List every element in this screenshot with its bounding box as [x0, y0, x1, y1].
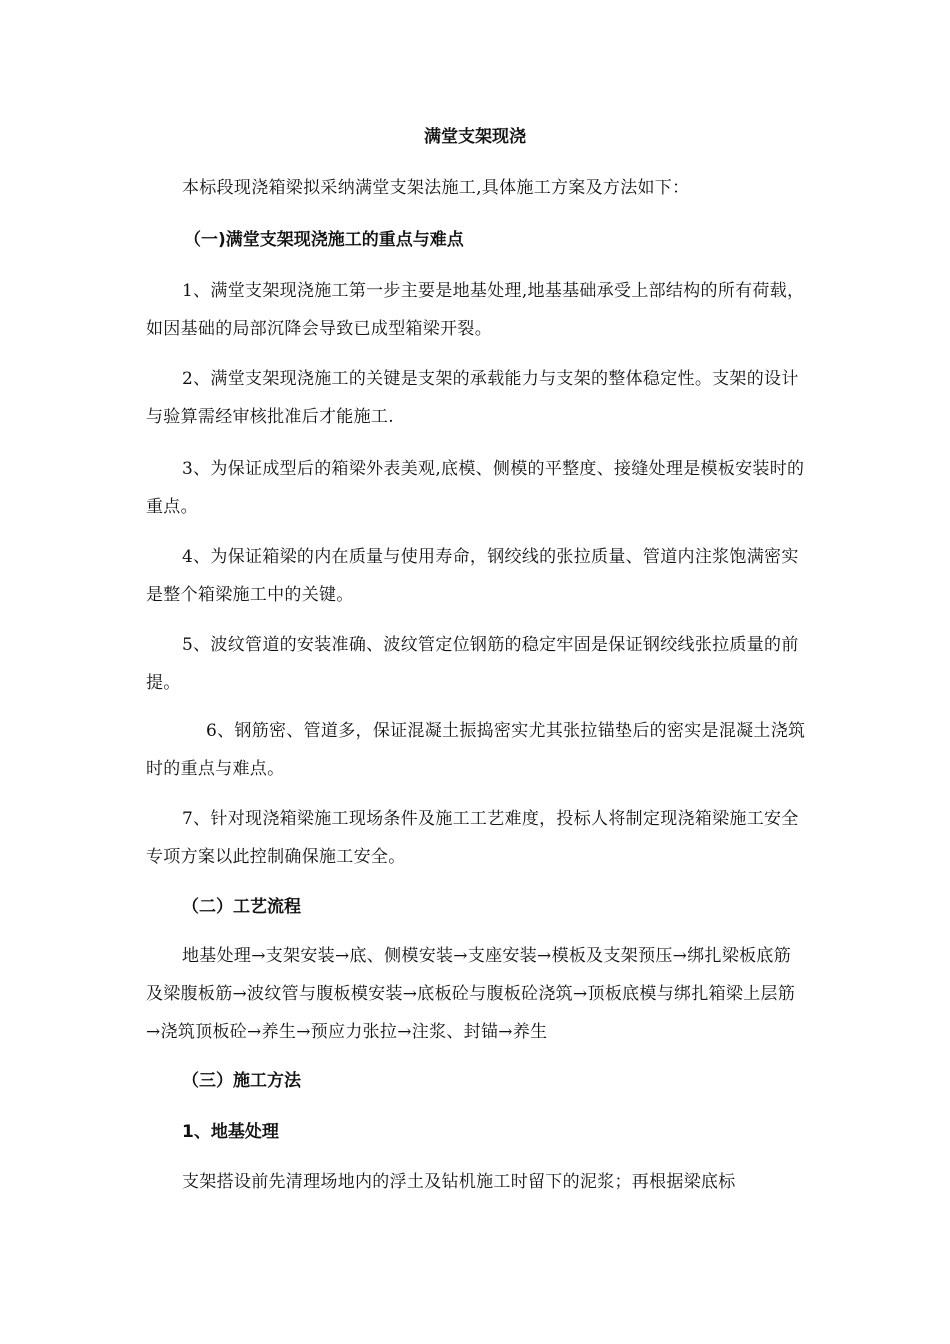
- subsection-heading-1: 1、地基处理: [182, 1122, 279, 1142]
- section-heading-1: （一)满堂支架现浇施工的重点与难点: [184, 230, 464, 250]
- process-flow-paragraph: 地基处理→支架安装→底、侧模安装→支座安装→模板及支架预压→绑扎梁板底筋及梁腹板筋→波纹管与腹板模安装→底板砼与腹板砼浇筑→顶板底模与绑扎箱梁上层筋→浇筑顶板砼→养生→预应力张拉→注浆、封锚→养生: [146, 946, 796, 1042]
- point-5: 5、波纹管道的安装准确、波纹管定位钢筋的稳定牢固是保证钢绞线张拉质量的前提。: [146, 635, 799, 693]
- ground-treatment-paragraph: 支架搭设前先清理场地内的浮土及钻机施工时留下的泥浆；再根据梁底标: [182, 1172, 736, 1192]
- point-1: 1、满堂支架现浇施工第一步主要是地基处理,地基基础承受上部结构的所有荷载，如因基础的局部沉降会导致已成型箱梁开裂。: [146, 281, 805, 339]
- intro-paragraph: 本标段现浇箱梁拟采纳满堂支架法施工,具体施工方案及方法如下：: [182, 178, 690, 198]
- point-3: 3、为保证成型后的箱梁外表美观,底模、侧模的平整度、接缝处理是模板安装时的重点。: [146, 459, 805, 517]
- point-2: 2、满堂支架现浇施工的关键是支架的承载能力与支架的整体稳定性。支架的设计与验算需经审核批准后才能施工.: [146, 369, 799, 427]
- section-heading-3: （三）施工方法: [182, 1071, 301, 1091]
- point-7: 7、针对现浇箱梁施工现场条件及施工工艺难度，投标人将制定现浇箱梁施工安全专项方案以此控制确保施工安全。: [146, 809, 799, 867]
- point-4: 4、为保证箱梁的内在质量与使用寿命，钢绞线的张拉质量、管道内注浆饱满密实是整个箱梁施工中的关键。: [146, 547, 799, 605]
- point-6: 6、钢筋密、管道多，保证混凝土振捣密实尤其张拉锚垫后的密实是混凝土浇筑时的重点与难点。: [146, 721, 806, 779]
- document-title: 满堂支架现浇: [424, 127, 526, 147]
- section-heading-2: （二）工艺流程: [182, 897, 301, 917]
